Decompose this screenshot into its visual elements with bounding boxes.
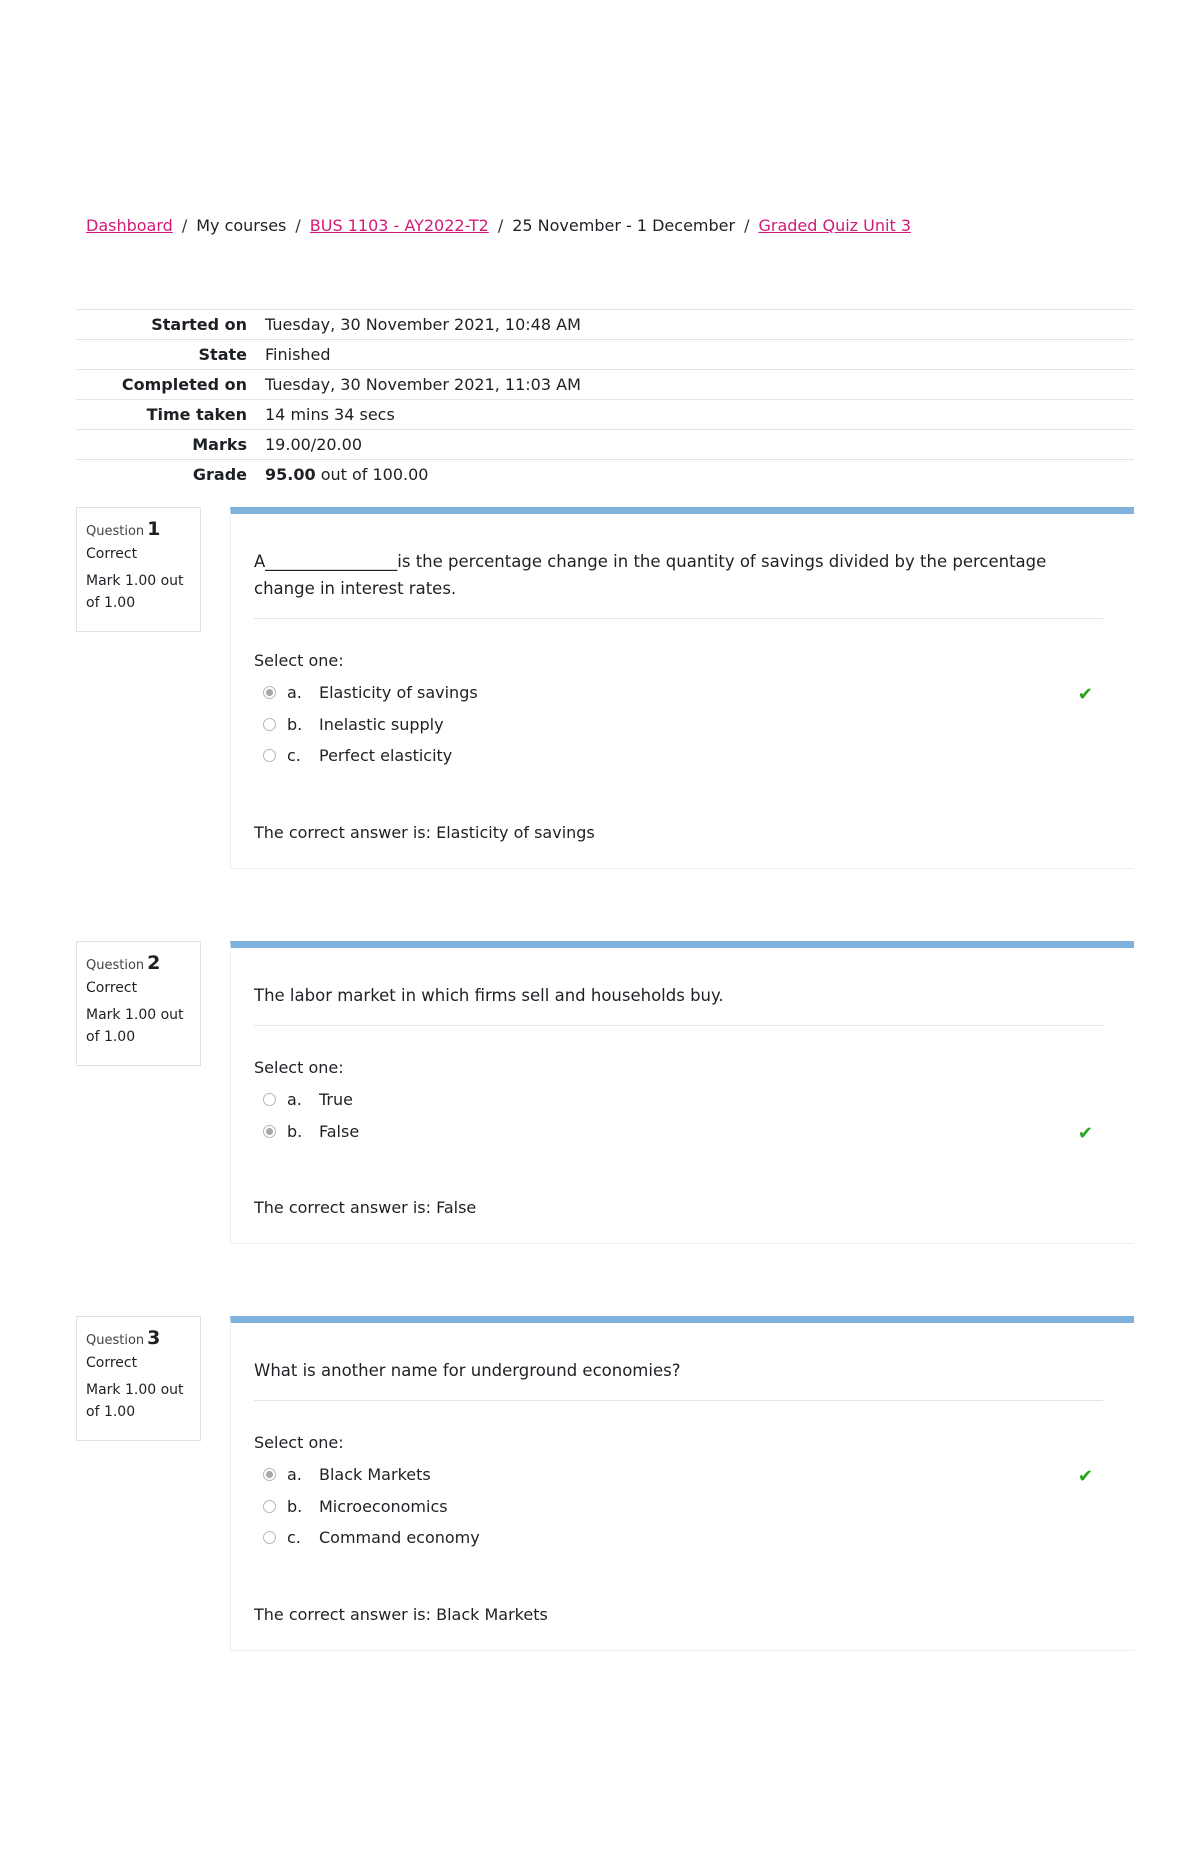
summary-row-completed bbox=[76, 370, 1134, 400]
question-card bbox=[230, 507, 1134, 869]
summary-row-state bbox=[76, 340, 1134, 370]
option-letter: b. bbox=[287, 714, 303, 734]
option-letter: b. bbox=[287, 1121, 303, 1141]
breadcrumb-separator: / bbox=[181, 216, 188, 235]
question-info-box bbox=[76, 1316, 201, 1441]
summary-label: Completed on bbox=[121, 375, 247, 394]
radio-button[interactable] bbox=[263, 1468, 276, 1481]
attempt-summary-table bbox=[76, 309, 1134, 489]
summary-label: Marks bbox=[192, 435, 247, 454]
option-text: True bbox=[319, 1090, 353, 1109]
divider bbox=[254, 1400, 1103, 1401]
summary-row-time-taken bbox=[76, 400, 1134, 430]
answer-options bbox=[254, 1084, 1111, 1147]
question-number-value: 1 bbox=[147, 518, 161, 540]
option-letter: c. bbox=[287, 1528, 301, 1547]
question-status: Correct bbox=[86, 546, 138, 562]
grade-value: 95.00 bbox=[265, 465, 316, 484]
question-label: Question bbox=[86, 958, 145, 973]
answer-option[interactable] bbox=[254, 677, 1111, 709]
answer-option[interactable] bbox=[254, 1084, 1111, 1116]
breadcrumb-separator: / bbox=[744, 216, 750, 235]
select-one-label: Select one: bbox=[254, 1433, 344, 1452]
breadcrumb-quiz[interactable]: Graded Quiz Unit 3 bbox=[758, 216, 911, 235]
breadcrumb-week: 25 November - 1 December bbox=[512, 216, 736, 235]
check-icon: ✔ bbox=[1077, 1466, 1093, 1487]
summary-label: Grade bbox=[192, 465, 247, 484]
question-mark: Mark 1.00 out of 1.00 bbox=[86, 1382, 184, 1420]
radio-button[interactable] bbox=[263, 1125, 276, 1138]
option-text: Command economy bbox=[319, 1528, 480, 1547]
question-mark: Mark 1.00 out of 1.00 bbox=[86, 1007, 184, 1045]
question-label: Question bbox=[86, 524, 145, 539]
question-card bbox=[230, 941, 1134, 1244]
question-info-box bbox=[76, 507, 201, 632]
option-text: Microeconomics bbox=[319, 1496, 448, 1516]
grade-out-of: out of 100.00 bbox=[315, 465, 429, 484]
answer-option[interactable] bbox=[254, 1491, 1111, 1523]
option-text: Black Markets bbox=[319, 1465, 431, 1484]
divider bbox=[254, 1025, 1103, 1026]
summary-value: 19.00/20.00 bbox=[265, 435, 362, 454]
breadcrumb-my-courses: My courses bbox=[196, 216, 287, 235]
answer-option[interactable] bbox=[254, 740, 1111, 772]
summary-value: Finished bbox=[265, 345, 331, 364]
question-number-value: 2 bbox=[147, 952, 161, 974]
correct-answer-feedback: The correct answer is: False bbox=[254, 1198, 477, 1217]
correct-answer-feedback: The correct answer is: Black Markets bbox=[254, 1604, 548, 1624]
option-letter: a. bbox=[287, 1465, 302, 1484]
option-letter: b. bbox=[287, 1496, 303, 1516]
breadcrumb-separator: / bbox=[295, 216, 301, 235]
answer-option[interactable] bbox=[254, 1522, 1111, 1554]
question-status: Correct bbox=[86, 1355, 138, 1371]
question-text: A________________is the percentage change in the quantity of savings divided by the percentage change in interest rates. bbox=[254, 552, 1047, 598]
question-label: Question bbox=[86, 1333, 145, 1348]
correct-answer-feedback: The correct answer is: Elasticity of savings bbox=[254, 822, 595, 842]
answer-options bbox=[254, 677, 1111, 772]
question-number-value: 3 bbox=[147, 1327, 161, 1349]
breadcrumb bbox=[86, 216, 911, 235]
option-letter: c. bbox=[287, 746, 301, 765]
radio-button[interactable] bbox=[263, 749, 276, 762]
summary-row-grade bbox=[76, 460, 1134, 490]
question-info-box bbox=[76, 941, 201, 1066]
question-text: The labor market in which firms sell and households buy. bbox=[254, 986, 724, 1005]
breadcrumb-dashboard[interactable]: Dashboard bbox=[86, 216, 173, 235]
option-text: Perfect elasticity bbox=[319, 746, 453, 765]
question-card bbox=[230, 1316, 1134, 1651]
question-text: What is another name for underground economies? bbox=[254, 1361, 681, 1380]
summary-value: Tuesday, 30 November 2021, 11:03 AM bbox=[265, 375, 581, 394]
option-letter: a. bbox=[287, 683, 302, 702]
question-number bbox=[86, 952, 191, 974]
breadcrumb-course[interactable]: BUS 1103 - AY2022-T2 bbox=[309, 216, 489, 235]
question-number bbox=[86, 1327, 191, 1349]
option-text: Inelastic supply bbox=[319, 714, 444, 734]
breadcrumb-separator: / bbox=[497, 216, 504, 235]
summary-value: 14 mins 34 secs bbox=[265, 405, 395, 424]
question-number bbox=[86, 518, 191, 540]
summary-value bbox=[265, 460, 1134, 490]
option-text: False bbox=[319, 1121, 360, 1141]
check-icon: ✔ bbox=[1077, 684, 1093, 705]
summary-row-started bbox=[76, 310, 1134, 340]
summary-row-marks bbox=[76, 430, 1134, 460]
answer-options bbox=[254, 1459, 1111, 1554]
radio-button[interactable] bbox=[263, 1500, 276, 1513]
question-mark: Mark 1.00 out of 1.00 bbox=[86, 573, 184, 611]
answer-option[interactable] bbox=[254, 1459, 1111, 1491]
summary-value: Tuesday, 30 November 2021, 10:48 AM bbox=[265, 315, 581, 334]
select-one-label: Select one: bbox=[254, 651, 344, 670]
divider bbox=[254, 618, 1103, 619]
summary-label: State bbox=[198, 345, 247, 364]
question-status: Correct bbox=[86, 980, 138, 996]
summary-label: Time taken bbox=[146, 405, 247, 424]
radio-button[interactable] bbox=[263, 1093, 276, 1106]
answer-option[interactable] bbox=[254, 1116, 1111, 1148]
radio-button[interactable] bbox=[263, 1531, 276, 1544]
select-one-label: Select one: bbox=[254, 1058, 344, 1077]
option-letter: a. bbox=[287, 1090, 302, 1109]
radio-button[interactable] bbox=[263, 718, 276, 731]
answer-option[interactable] bbox=[254, 709, 1111, 741]
radio-button[interactable] bbox=[263, 686, 276, 699]
option-text: Elasticity of savings bbox=[319, 683, 478, 702]
check-icon: ✔ bbox=[1077, 1122, 1093, 1144]
summary-label: Started on bbox=[151, 315, 247, 334]
